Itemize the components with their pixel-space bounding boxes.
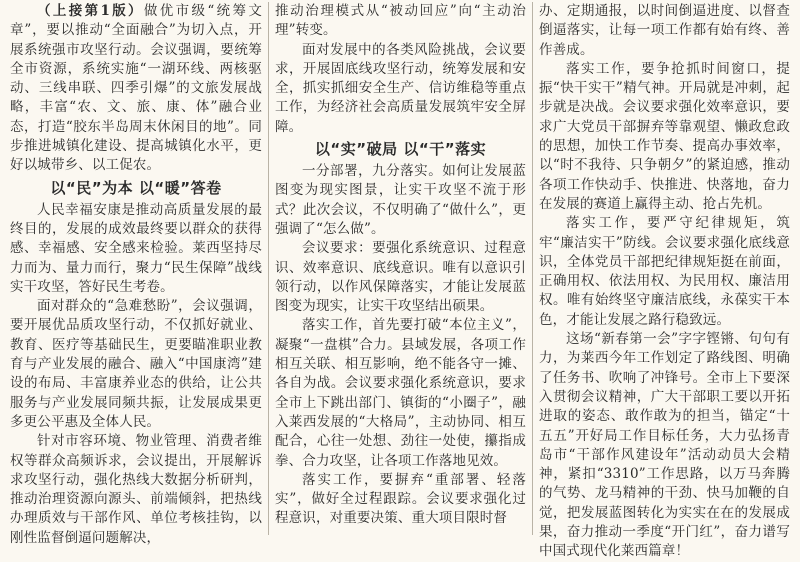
paragraph: 落实工作，要摒弃“重部署、轻落实”，做好全过程跟踪。会议要求强化过程意识，对重要决策、重大项目限时督 bbox=[275, 471, 526, 527]
paragraph: 面对群众的“急难愁盼”，会议强调，要开展优品质攻坚行动，不仅抓好就业、教育、医疗等基础民生，更要瞄准职业教育与产业发展的融合、融入“中国康湾”建设的布局、丰富康养业态的供给，让公共服务与产业发展同频共振，让发展成果更多更公平惠及全体人民。 bbox=[10, 298, 262, 430]
section-heading: 以“实”破局 以“干”落实 bbox=[314, 140, 487, 159]
article-column-1 bbox=[4, 2, 268, 546]
paragraph: 人民幸福安康是推动高质量发展的最终目的，发展的成效最终要以群众的获得感、幸福感、安全感来检验。莱西坚持尽力而为、量力而行，聚力“民生保障”战线实干攻坚，答好民生考卷。 bbox=[10, 201, 262, 295]
article-column-3 bbox=[532, 2, 796, 560]
paragraph-text: 做优市级“统筹文章”，要以推动“全面融合”为切入点，开展系统强市攻坚行动。会议强调，要统筹全市资源，系统实施“一湖环线、两核驱动、三线串联、四季引爆”的文旅发展战略，丰富“农、文、旅、康、体”融合业态，打造“胶东半岛周末休闲目的地”。同步推进城镇化建设、提高城镇化水平，更好以城带乡、以工促农。 bbox=[10, 3, 262, 174]
paragraph: 推动治理模式从“被动回应”向“主动治理”转变。 bbox=[275, 3, 526, 39]
paragraph: 面对发展中的各类风险挑战，会议要求，开展固底线攻坚行动，统筹发展和安全，抓实抓细安全生产、信访维稳等重点工作，为经济社会高质量发展筑牢安全屏障。 bbox=[275, 41, 526, 135]
paragraph: 会议要求：要强化系统意识、过程意识、效率意识、底线意识。唯有以意识引领行动，以作风保障落实，才能让发展蓝图变为现实，让实干攻坚结出硕果。 bbox=[275, 240, 526, 315]
paragraph: 这场“新春第一会”字字铿锵、句句有力，为莱西今年工作划定了路线图、明确了任务书、吹响了冲锋号。全市上下要深入贯彻会议精神，广大干部职工要以开拓进取的姿态、敢作敢为的担当，锚定“十五五”开好局工作目标任务，大力弘扬青岛市“干部作风建设年”活动动员大会精神，紧扣“3310”工作思路，以万马奔腾的气势、龙马精神的干劲、快马加鞭的自觉，把发展蓝图转化为实实在在的发展成果，奋力推动一季度“开门红”，奋力谱写中国式现代化莱西篇章！ bbox=[539, 331, 790, 560]
paragraph: 针对市容环境、物业管理、消费者维权等群众高频诉求，会议提出，开展解诉求攻坚行动，强化热线大数据分析研判，推动治理资源向源头、前端倾斜，把热线办理质效与干部作风、单位考核挂钩，以刚性监督倒逼问题解决， bbox=[10, 433, 262, 546]
section-heading: 以“民”为本 以“暖”答卷 bbox=[50, 178, 222, 197]
paragraph: 落实工作，首先要打破“本位主义”，凝聚“一盘棋”合力。县域发展，各项工作相互关联、相互影响，绝不能各守一摊、各自为战。会议要求强化系统意识，要求全市上下跳出部门、镇街的“小圈子”，融入莱西发展的“大格局”，主动协同、相互配合，心往一处想、劲往一处使，攥指成拳、合力攻坚，让各项工作落地见效。 bbox=[275, 317, 526, 469]
paragraph: 一分部署，九分落实。如何让发展蓝图变为现实图景，让实干攻坚不流于形式？此次会议，不仅明确了“做什么”，更强调了“怎么做”。 bbox=[275, 163, 526, 237]
paragraph: 落实工作，要严守纪律规矩，筑牢“廉洁实干”防线。会议要求强化底线意识，全体党员干部把纪律规矩挺在前面，正确用权、依法用权、为民用权、廉洁用权。唯有始终坚守廉洁底线，永葆实干本色，才能让发展之路行稳致远。 bbox=[539, 215, 790, 328]
paragraph: 办、定期通报，以时间倒逼进度、以督查倒逼落实，让每一项工作都有始有终、善作善成。 bbox=[539, 3, 790, 58]
article-column-2 bbox=[268, 2, 532, 535]
paragraph bbox=[10, 2, 262, 176]
paragraph: 落实工作，要争抢抓时间窗口，提振“快干实干”精气神。开局就是冲刺，起步就是决战。会议要求强化效率意识，要求广大党员干部摒弃等靠观望、懒政怠政的思想，加快工作节奏、提高办事效率，以“时不我待、只争朝夕”的紧迫感，推动各项工作快动手、快推进、快落地，奋力在发展的赛道上赢得主动、抢占先机。 bbox=[539, 60, 790, 212]
continuation-marker: （上接第1版） bbox=[37, 3, 144, 19]
